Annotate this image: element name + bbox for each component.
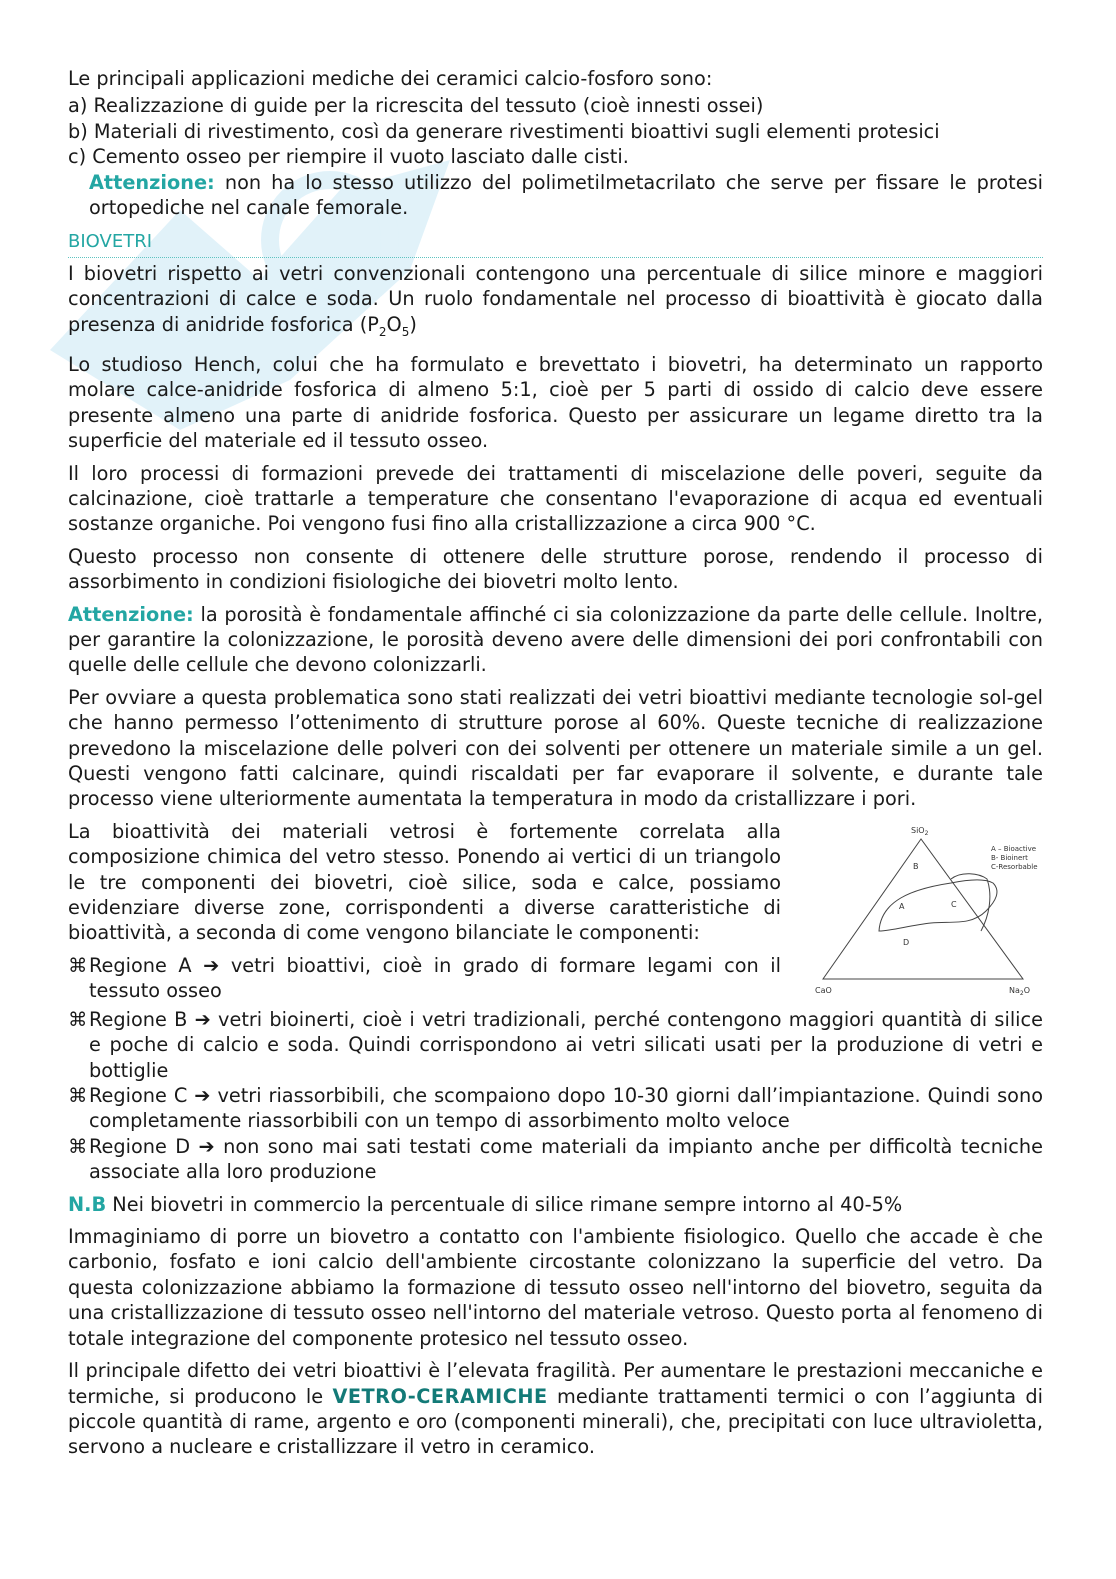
ternary-diagram xyxy=(811,821,1043,1003)
region-label: Regione B xyxy=(89,1007,188,1031)
region-item-c xyxy=(68,1083,1043,1134)
p1-mid: O xyxy=(386,312,402,336)
vetro-ceramiche-term: VETRO-CERAMICHE xyxy=(332,1384,548,1408)
arrow-right-icon: ➔ xyxy=(194,1007,211,1031)
paragraph-1 xyxy=(68,261,1043,345)
paragraph-7: La bioattività dei materiali vetrosi è fortemente correlata alla composizione chimica del vetro stesso. Ponendo ai vertici di un triangolo le tre componenti dei biovetri, cioè silice, soda e calce, possiamo evidenziare diverse zone, corrispondenti a diverse caratteristiche di bioattività, a seconda di come vengono bilanciate le componenti: xyxy=(68,819,781,945)
legend-bioactive: A – Bioactive xyxy=(991,844,1037,853)
p1-end: ) xyxy=(409,312,417,336)
region-item-d xyxy=(68,1134,1043,1185)
region-text: vetri riassorbibili, che scompaiono dopo 10-30 giorni dall’impiantazione. Quindi sono completamente riassorbibili con un tempo di assorbimento molto veloce xyxy=(89,1084,1043,1133)
attention-text-2: la porosità è fondamentale affinché ci sia colonizzazione da parte delle cellule. Inoltre, per garantire la colonizzazione, le porosità deveno avere delle dimensioni dei pori confrontabili con quelle delle cellule che devono colonizzarli. xyxy=(68,602,1043,677)
zone-label-b: B xyxy=(913,861,919,871)
arrow-right-icon: ➔ xyxy=(198,1134,215,1158)
region-item-b xyxy=(68,1007,1043,1083)
region-label: Regione D xyxy=(89,1134,191,1158)
region-boundary xyxy=(879,880,997,931)
p1-sub-2: 2 xyxy=(378,324,387,339)
paragraph-8: Immaginiamo di porre un biovetro a contatto con l'ambiente fisiologico. Quello che accade è che carbonio, fosfato e ioni calcio dell'ambiente circostante colonizzano la superficie del vetro. Da questa colonizzazione abbiamo la formazione di tessuto osseo nell'intorno del biovetro, seguita da una cristallizzazione di tessuto osseo nell'intorno del materiale vetroso. Questo porta al fenomeno di totale integrazione del componente protesico nel tessuto osseo. xyxy=(68,1225,1043,1350)
legend-resorbable: C-Resorbable xyxy=(991,862,1038,871)
p9-end: mediante trattamenti termici o con l’aggiunta di piccole quantità di rame, argento e oro (componenti minerali), che, precipitati con luce ultravioletta, servono a nucleare e cristallizzare il vetro in ceramico. xyxy=(68,1384,1043,1459)
document-page xyxy=(68,66,1043,1467)
command-icon: ⌘ xyxy=(68,1007,88,1031)
section-heading-biovetri: BIOVETRI xyxy=(68,229,1043,257)
paragraph-3: Il loro processi di formazioni prevede dei trattamenti di miscelazione delle poveri, seguite da calcinazione, cioè trattarle a temperature che consentano l'evaporazione di acqua ed eventuali sostanze organiche. Poi vengono fusi fino alla cristallizzazione a circa 900 °C. xyxy=(68,461,1043,536)
vertex-cao: CaO xyxy=(815,985,832,995)
intro-item-b: b) Materiali di rivestimento, così da generare rivestimenti bioattivi sugli elementi protesici xyxy=(68,119,940,143)
zone-label-d: D xyxy=(903,937,910,947)
command-icon: ⌘ xyxy=(68,953,88,977)
intro-lead: Le principali applicazioni mediche dei ceramici calcio-fosforo sono: xyxy=(68,67,713,90)
vertex-na2o: $Na_2O$ xyxy=(1009,985,1031,997)
legend-bioinert: B- Bioinert xyxy=(991,853,1028,862)
region-text: vetri bioattivi, cioè in grado di formare legami con il tessuto osseo xyxy=(89,953,781,1003)
attention-text: non ha lo stesso utilizzo del polimetilmetacrilato che serve per fissare le protesi ortopediche nel canale femorale. xyxy=(89,170,1043,220)
zone-label-c: C xyxy=(951,899,957,909)
command-icon: ⌘ xyxy=(68,1084,88,1108)
arrow-right-icon: ➔ xyxy=(203,953,220,977)
zone-label-a: A xyxy=(899,901,905,911)
p9-start: Il principale difetto dei vetri bioattivi è l’elevata fragilità. Per aumentare le prestazioni meccaniche e termiche, si producono le xyxy=(68,1359,1043,1408)
region-label: Regione A xyxy=(89,953,192,977)
intro-item-c: c) Cemento osseo per riempire il vuoto lasciato dalle cisti. xyxy=(68,145,629,169)
paragraph-6: Per ovviare a questa problematica sono stati realizzati dei vetri bioattivi mediante tecnologie sol-gel che hanno permesso l’ottenimento di strutture porose al 60%. Queste tecniche di realizzazione prevedono la miscelazione delle polveri con dei solventi per ottenere un materiale simile a un gel. Questi vengono fatti calcinare, quindi riscaldati per far evaporare il solvente, e durante tale processo viene ulteriormente aumentata la temperatura in modo da cristallizzare i pori. xyxy=(68,685,1043,811)
paragraph-2: Lo studioso Hench, colui che ha formulato e brevettato i biovetri, ha determinato un rapporto molare calce-anidride fosforica di almeno 5:1, cioè per 5 parti di ossido di calcio deve essere presente almeno una parte di anidride fosforica. Questo per assicurare un legame diretto tra la superficie del materiale ed il tessuto osseo. xyxy=(68,352,1043,453)
vertex-sio2: SiO$_2$ xyxy=(911,825,929,837)
intro-attention xyxy=(68,170,1043,221)
region-label: Regione C xyxy=(89,1084,188,1108)
attention-label-2: Attenzione: xyxy=(68,602,194,626)
nb-label: N.B xyxy=(68,1192,107,1216)
intro-item-a: a) Realizzazione di guide per la ricrescita del tessuto (cioè innesti ossei) xyxy=(68,94,764,118)
region-text: non sono mai sati testati come materiali da impianto anche per difficoltà tecniche associate alla loro produzione xyxy=(89,1134,1043,1184)
attention-label: Attenzione: xyxy=(89,170,215,194)
p1-text: I biovetri rispetto ai vetri convenzionali contengono una percentuale di silice minore e maggiori concentrazioni di calce e soda. Un ruolo fondamentale nel processo di bioattività è giocato dalla presenza di anidride fosforica (P xyxy=(68,261,1043,336)
paragraph-5 xyxy=(68,602,1043,678)
nota-bene xyxy=(68,1192,1043,1217)
paragraph-4: Questo processo non consente di ottenere delle strutture porose, rendendo il processo di assorbimento in condizioni fisiologiche dei biovetri molto lento. xyxy=(68,544,1043,594)
paragraph-9 xyxy=(68,1358,1043,1460)
region-text: vetri bioinerti, cioè i vetri tradizionali, perché contengono maggiori quantità di silice e poche di calcio e soda. Quindi corrispondono ai vetri silicati usati per la produzione di vetri e bottiglie xyxy=(89,1007,1043,1082)
nb-text: Nei biovetri in commercio la percentuale di silice rimane sempre intorno al 40-5% xyxy=(106,1192,903,1216)
p1-sub-5: 5 xyxy=(401,324,410,339)
arrow-right-icon: ➔ xyxy=(194,1084,211,1108)
command-icon: ⌘ xyxy=(68,1134,88,1158)
